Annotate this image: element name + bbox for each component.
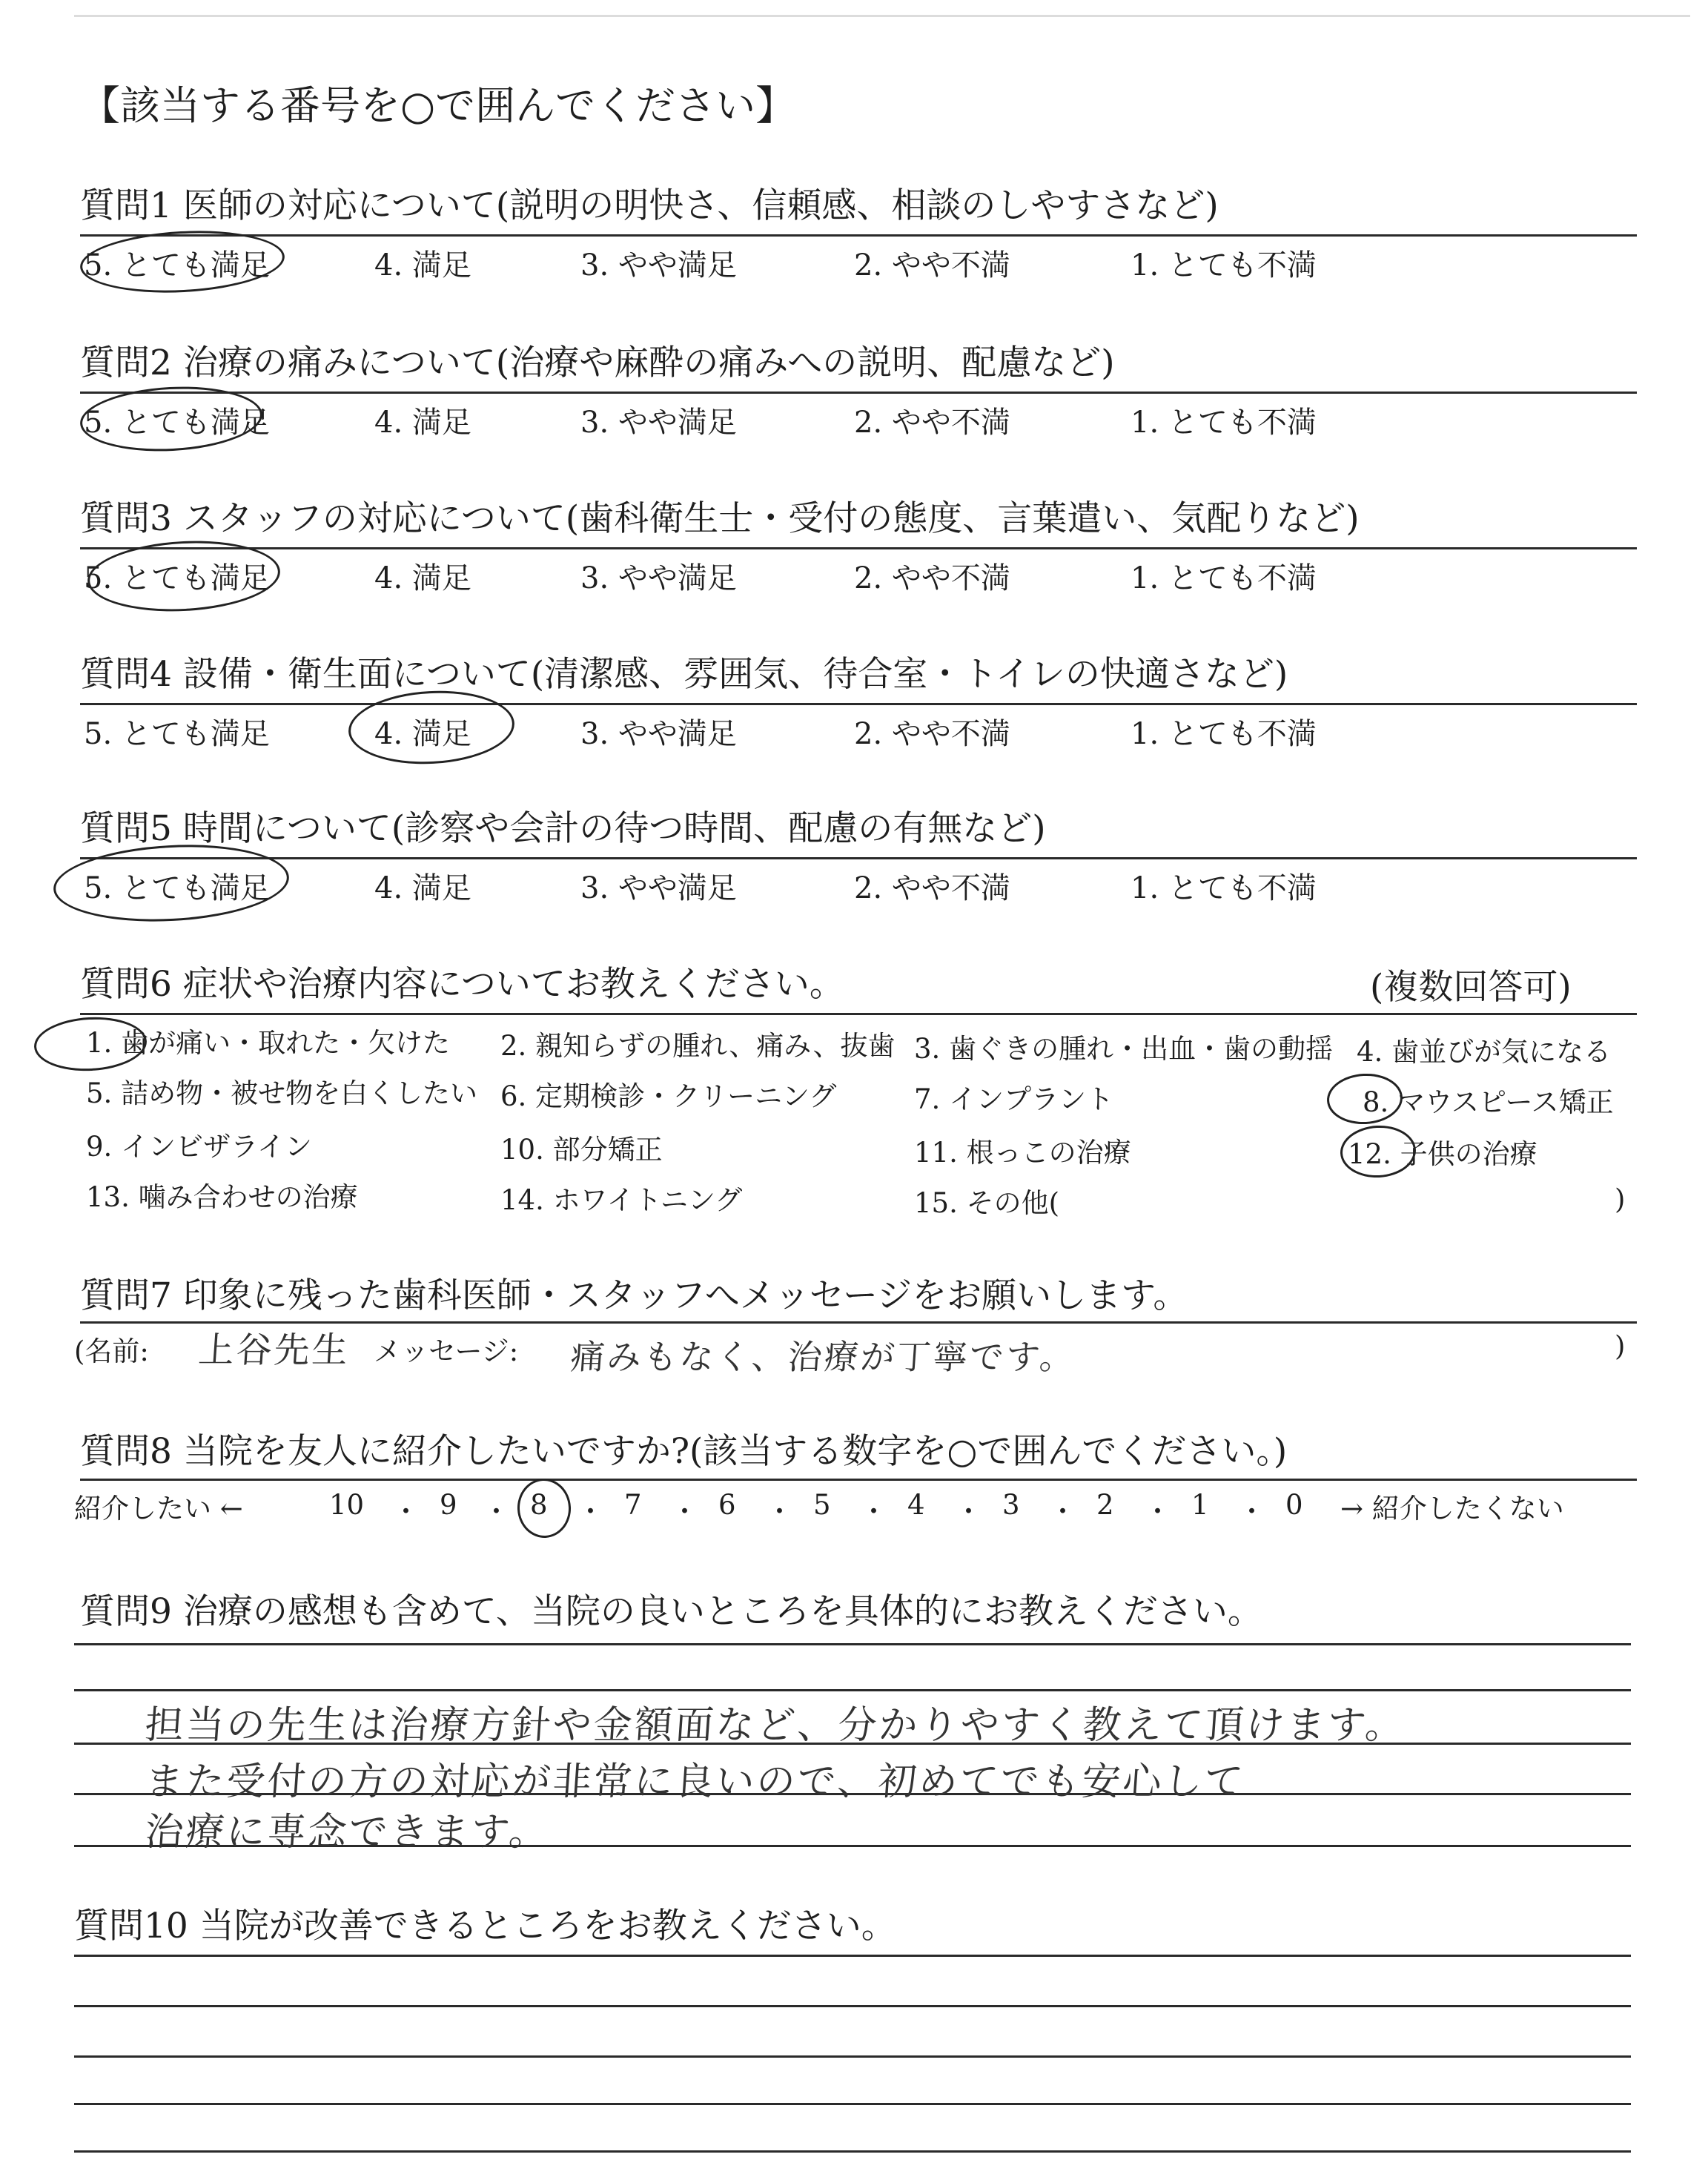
scale-separator: ・ xyxy=(483,1496,510,1527)
option-satisfied[interactable]: 4. 満足 xyxy=(374,561,471,595)
option-very-dissatisfied[interactable]: 1. とても不満 xyxy=(1131,406,1317,440)
q6-option-11[interactable]: 11. 根っこの治療 xyxy=(914,1137,1131,1169)
scale-separator: ・ xyxy=(1144,1496,1171,1527)
answer-line[interactable] xyxy=(74,2055,1631,2058)
message-close-paren: ) xyxy=(1615,1330,1626,1362)
answer-line[interactable] xyxy=(74,2103,1631,2105)
option-very-satisfied[interactable]: 5. とても満足 xyxy=(84,561,270,595)
q6-option-7[interactable]: 7. インプラント xyxy=(914,1083,1114,1115)
scale-value-3[interactable]: 3 xyxy=(1002,1489,1020,1521)
option-somewhat-satisfied[interactable]: 3. やや満足 xyxy=(580,717,737,751)
answer-line[interactable] xyxy=(74,2150,1631,2153)
option-somewhat-satisfied[interactable]: 3. やや満足 xyxy=(580,406,737,440)
scale-separator: ・ xyxy=(392,1496,420,1527)
option-very-satisfied[interactable]: 5. とても満足 xyxy=(84,248,270,283)
scale-value-9[interactable]: 9 xyxy=(440,1489,457,1521)
q6-other-close-paren: ) xyxy=(1615,1183,1626,1215)
option-satisfied[interactable]: 4. 満足 xyxy=(374,248,471,283)
q6-option-13[interactable]: 13. 噛み合わせの治療 xyxy=(86,1181,358,1213)
question-6-title: 質問6 症状や治療内容についてお教えください。 xyxy=(80,964,844,1005)
scale-left-label: 紹介したい ← xyxy=(74,1493,243,1525)
scale-value-0[interactable]: 0 xyxy=(1285,1489,1303,1521)
scale-separator: ・ xyxy=(1049,1496,1076,1527)
scale-value-4[interactable]: 4 xyxy=(907,1489,925,1521)
scale-value-6[interactable]: 6 xyxy=(718,1489,736,1521)
scale-separator: ・ xyxy=(671,1496,698,1527)
scan-edge xyxy=(74,15,1690,17)
question-8-rule xyxy=(80,1479,1637,1481)
answer-line[interactable] xyxy=(74,2005,1631,2007)
question-9-title: 質問9 治療の感想も含めて、当院の良いところを具体的にお教えください。 xyxy=(80,1591,1262,1632)
question-7-title: 質問7 印象に残った歯科医師・スタッフへメッセージをお願いします。 xyxy=(80,1275,1188,1316)
option-somewhat-dissatisfied[interactable]: 2. やや不満 xyxy=(854,561,1010,595)
option-somewhat-dissatisfied[interactable]: 2. やや不満 xyxy=(854,871,1010,905)
question-2-title: 質問2 治療の痛みについて(治療や麻酔の痛みへの説明、配慮など) xyxy=(80,343,1115,383)
circle-mark xyxy=(79,226,286,297)
option-very-satisfied[interactable]: 5. とても満足 xyxy=(84,871,270,905)
option-somewhat-satisfied[interactable]: 3. やや満足 xyxy=(580,871,737,905)
question-5-title: 質問5 時間について(診察や会計の待つ時間、配慮の有無など) xyxy=(80,808,1046,849)
option-satisfied[interactable]: 4. 満足 xyxy=(374,406,471,440)
option-very-dissatisfied[interactable]: 1. とても不満 xyxy=(1131,248,1317,283)
q6-option-8[interactable]: 8. マウスピース矯正 xyxy=(1363,1086,1614,1118)
question-5-rule xyxy=(80,857,1637,859)
question-10-title: 質問10 当院が改善できるところをお教えください。 xyxy=(74,1906,896,1946)
answer-line[interactable] xyxy=(74,1955,1631,1957)
option-somewhat-satisfied[interactable]: 3. やや満足 xyxy=(580,561,737,595)
answer-line xyxy=(74,1643,1631,1645)
q6-option-1[interactable]: 1. 歯が痛い・取れた・欠けた xyxy=(86,1027,451,1059)
q6-option-2[interactable]: 2. 親知らずの腫れ、痛み、抜歯 xyxy=(500,1030,896,1062)
q6-option-4[interactable]: 4. 歯並びが気になる xyxy=(1357,1036,1612,1068)
name-handwritten-value[interactable]: 上谷先生 xyxy=(196,1330,351,1371)
question-4-rule xyxy=(80,703,1637,705)
scale-right-label: → 紹介したくない xyxy=(1340,1493,1564,1525)
circle-mark xyxy=(52,839,291,928)
scale-value-5[interactable]: 5 xyxy=(813,1489,831,1521)
question-6-rule xyxy=(80,1013,1637,1015)
option-very-satisfied[interactable]: 5. とても満足 xyxy=(84,406,270,440)
option-somewhat-dissatisfied[interactable]: 2. やや不満 xyxy=(854,406,1010,440)
scale-separator: ・ xyxy=(766,1496,793,1527)
circle-mark xyxy=(516,1477,572,1539)
question-2-rule xyxy=(80,392,1637,394)
option-very-dissatisfied[interactable]: 1. とても不満 xyxy=(1131,871,1317,905)
q6-option-5[interactable]: 5. 詰め物・被せ物を白くしたい xyxy=(86,1077,478,1109)
answer-handwritten-line: 担当の先生は治療方針や金額面など、分かりやすく教えて頂けます。 xyxy=(143,1703,1408,1748)
question-3-title: 質問3 スタッフの対応について(歯科衛生士・受付の態度、言葉遣い、気配りなど) xyxy=(80,498,1360,539)
answer-handwritten-line: 治療に専念できます。 xyxy=(143,1810,552,1855)
question-4-title: 質問4 設備・衛生面について(清潔感、雰囲気、待合室・トイレの快適さなど) xyxy=(80,654,1288,695)
q6-option-12[interactable]: 12. 子供の治療 xyxy=(1348,1138,1537,1170)
q6-option-10[interactable]: 10. 部分矯正 xyxy=(500,1134,663,1166)
message-handwritten-value[interactable]: 痛みもなく、治療が丁寧です。 xyxy=(569,1337,1078,1377)
scale-separator: ・ xyxy=(1238,1496,1265,1527)
name-label: (名前: xyxy=(74,1335,149,1367)
scale-value-8[interactable]: 8 xyxy=(530,1489,548,1521)
question-8-title: 質問8 当院を友人に紹介したいですか?(該当する数字を○で囲んでください。) xyxy=(80,1431,1288,1472)
option-very-satisfied[interactable]: 5. とても満足 xyxy=(84,717,270,751)
scale-separator: ・ xyxy=(860,1496,887,1527)
option-very-dissatisfied[interactable]: 1. とても不満 xyxy=(1131,717,1317,751)
option-somewhat-satisfied[interactable]: 3. やや満足 xyxy=(580,248,737,283)
multiple-answers-note: (複数回答可) xyxy=(1370,967,1572,1008)
option-somewhat-dissatisfied[interactable]: 2. やや不満 xyxy=(854,717,1010,751)
q6-option-3[interactable]: 3. 歯ぐきの腫れ・出血・歯の動揺 xyxy=(914,1033,1334,1065)
q6-option-14[interactable]: 14. ホワイトニング xyxy=(500,1184,743,1216)
option-satisfied[interactable]: 4. 満足 xyxy=(374,717,471,751)
q6-option-6[interactable]: 6. 定期検診・クリーニング xyxy=(500,1080,837,1112)
scale-separator: ・ xyxy=(955,1496,982,1527)
question-3-rule xyxy=(80,547,1637,549)
scale-separator: ・ xyxy=(577,1496,604,1527)
scale-value-2[interactable]: 2 xyxy=(1096,1489,1114,1521)
question-1-title: 質問1 医師の対応について(説明の明快さ、信頼感、相談のしやすさなど) xyxy=(80,185,1219,226)
circle-mark xyxy=(347,687,517,768)
message-label: メッセージ: xyxy=(374,1335,519,1367)
answer-handwritten-line: また受付の方の対応が非常に良いので、初めてでも安心して xyxy=(143,1760,1247,1804)
option-somewhat-dissatisfied[interactable]: 2. やや不満 xyxy=(854,248,1010,283)
q6-option-9[interactable]: 9. インビザライン xyxy=(86,1131,312,1163)
answer-line xyxy=(74,1689,1631,1691)
page-title: 【該当する番号を○で囲んでください】 xyxy=(80,82,796,129)
question-1-rule xyxy=(80,234,1637,237)
option-very-dissatisfied[interactable]: 1. とても不満 xyxy=(1131,561,1317,595)
circle-mark xyxy=(33,1014,148,1074)
option-satisfied[interactable]: 4. 満足 xyxy=(374,871,471,905)
scale-value-10[interactable]: 10 xyxy=(329,1489,365,1521)
scale-value-7[interactable]: 7 xyxy=(624,1489,642,1521)
q6-option-15[interactable]: 15. その他( xyxy=(914,1187,1060,1219)
scale-value-1[interactable]: 1 xyxy=(1191,1489,1209,1521)
